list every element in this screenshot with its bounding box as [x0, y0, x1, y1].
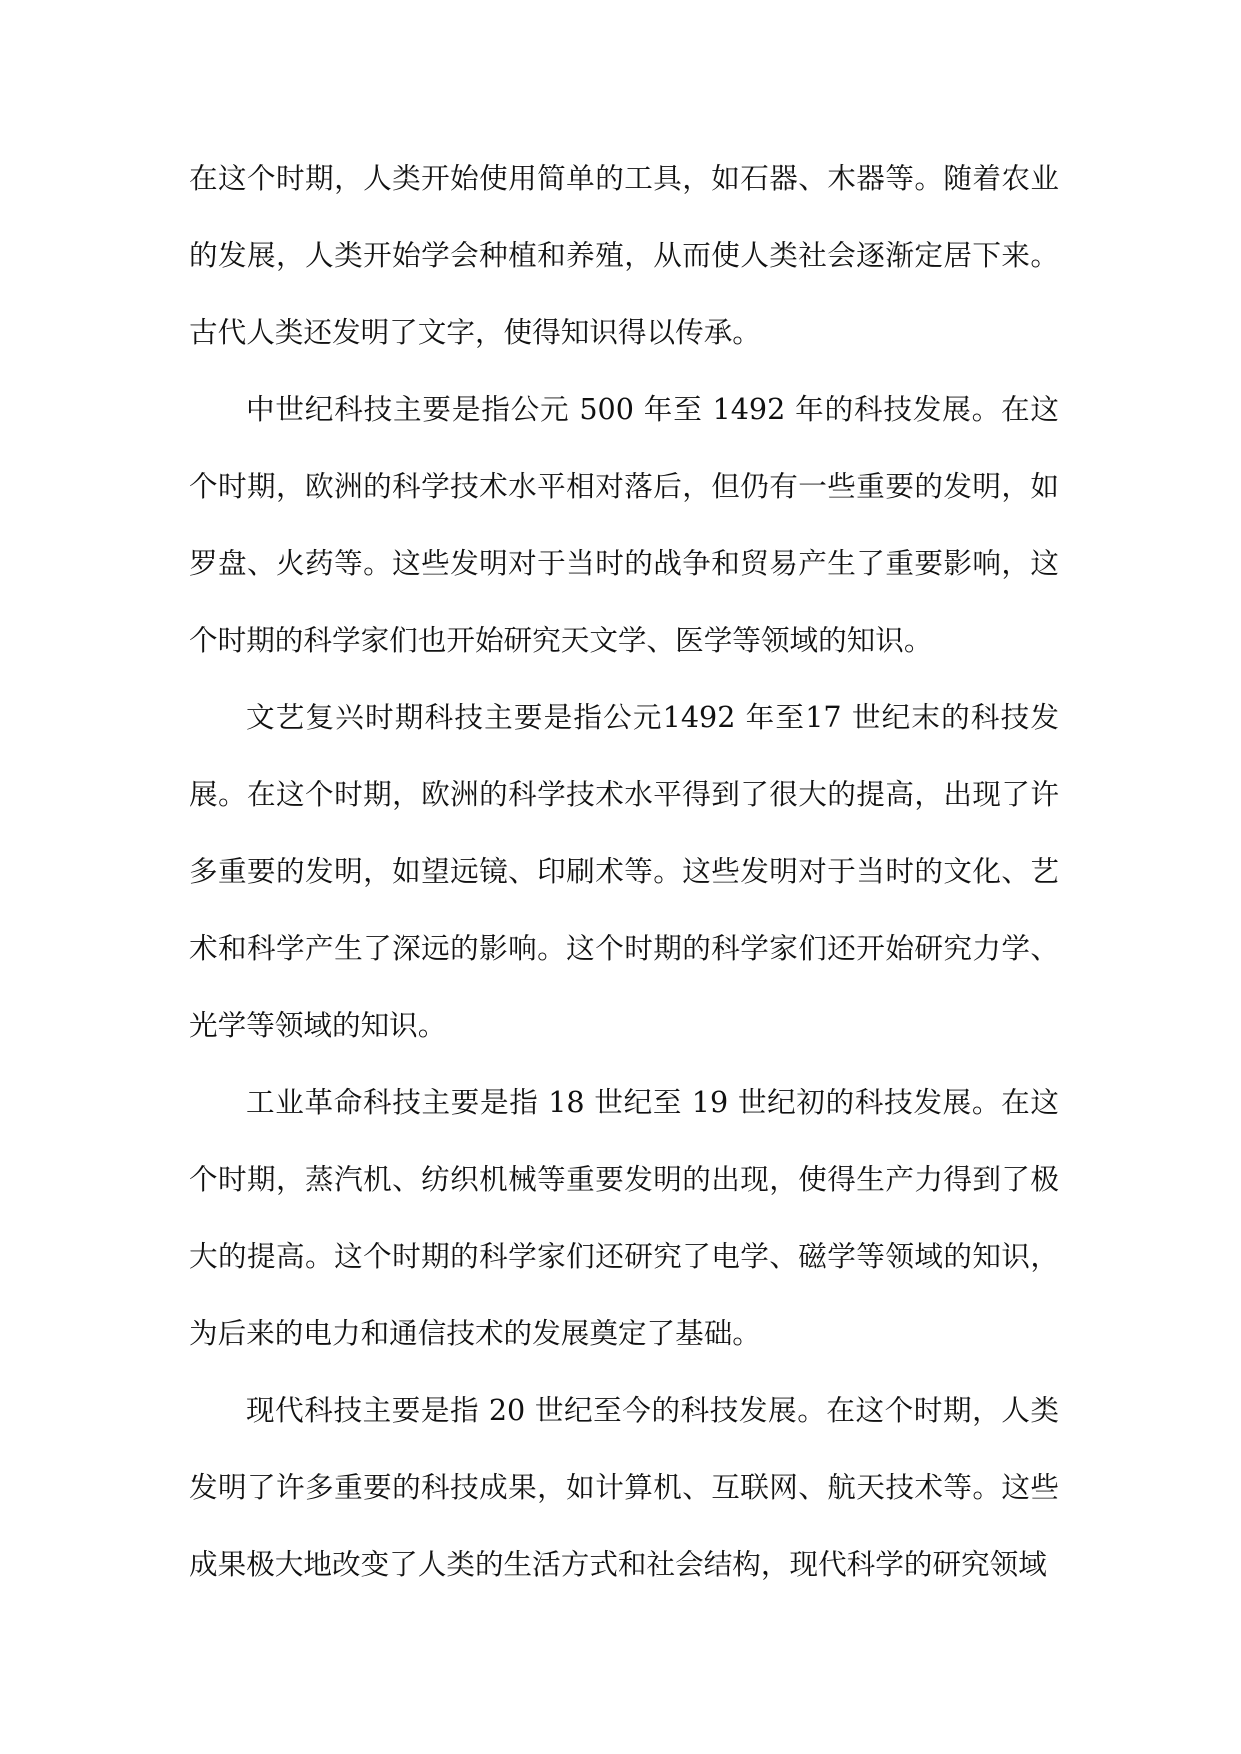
paragraph-1: 在这个时期，人类开始使用简单的工具，如石器、木器等。随着农业的发展，人类开始学会种植和养殖，从而使人类社会逐渐定居下来。古代人类还发明了文字，使得知识得以传承。	[189, 161, 1059, 349]
paragraph-4: 工业革命科技主要是指 18 世纪至 19 世纪初的科技发展。在这个时期，蒸汽机、纺织机械等重要发明的出现，使得生产力得到了极大的提高。这个时期的科学家们还研究了电学、磁学等领域的知识，为后来的电力和通信技术的发展奠定了基础。	[189, 1085, 1059, 1350]
paragraph-5: 现代科技主要是指 20 世纪至今的科技发展。在这个时期，人类发明了许多重要的科技成果，如计算机、互联网、航天技术等。这些成果极大地改变了人类的生活方式和社会结构，现代科学的研究领域	[189, 1393, 1059, 1581]
paragraph-2: 中世纪科技主要是指公元 500 年至 1492 年的科技发展。在这个时期，欧洲的科学技术水平相对落后，但仍有一些重要的发明，如罗盘、火药等。这些发明对于当时的战争和贸易产生了重要影响，这个时期的科学家们也开始研究天文学、医学等领域的知识。	[189, 392, 1059, 657]
paragraph-3: 文艺复兴时期科技主要是指公元1492 年至17 世纪末的科技发展。在这个时期，欧洲的科学技术水平得到了很大的提高，出现了许多重要的发明，如望远镜、印刷术等。这些发明对于当时的文化、艺术和科学产生了深远的影响。这个时期的科学家们还开始研究力学、光学等领域的知识。	[189, 700, 1059, 1042]
document-body	[189, 140, 1059, 1603]
